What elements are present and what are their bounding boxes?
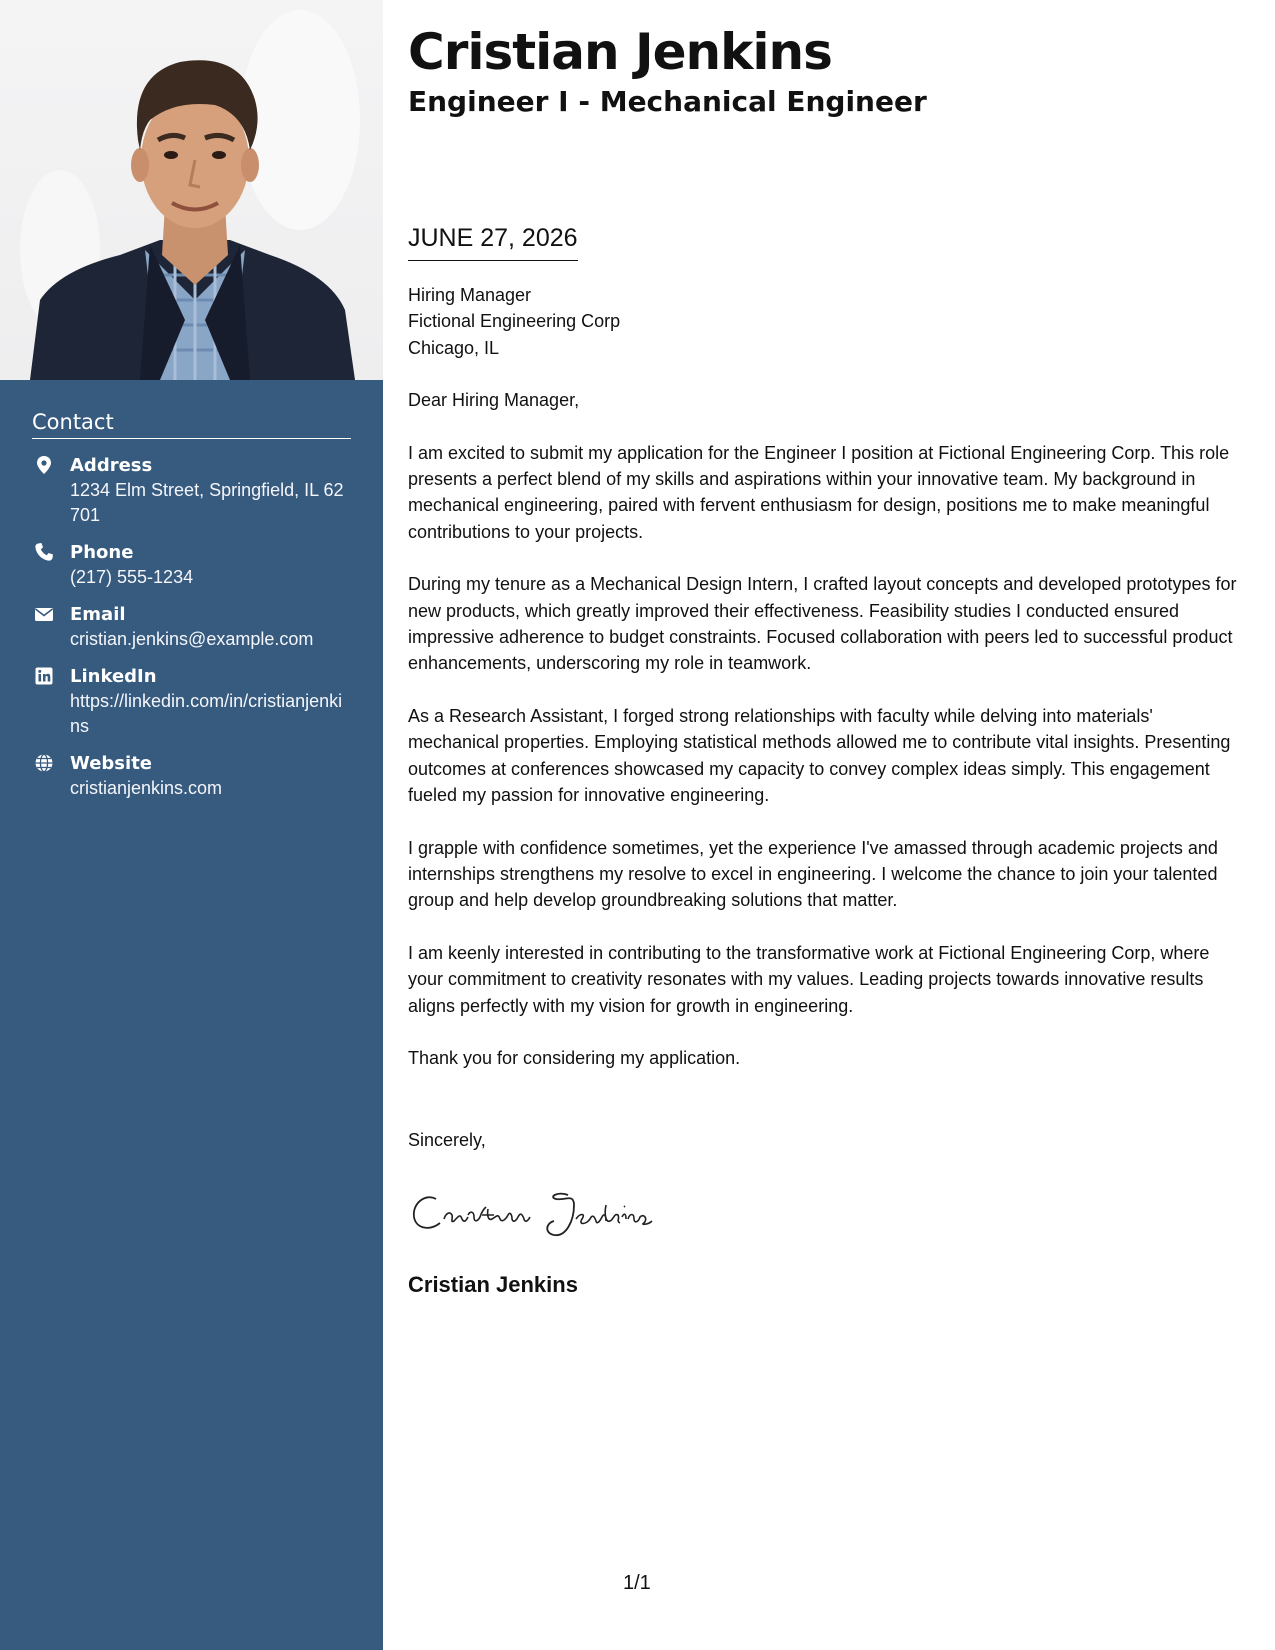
phone-value[interactable]: (217) 555-1234 xyxy=(70,567,194,587)
paragraph: I am keenly interested in contributing to the transformative work at Fictional Engineering Corp, where your commitment to creativity resonates with my values. Leading projects towards innovative results aligns perfectly with my vision for growth in engineering. xyxy=(408,942,1210,1016)
linkedin-icon xyxy=(34,666,54,686)
profile-photo xyxy=(0,0,383,380)
page-number: 1/1 xyxy=(623,1572,651,1594)
contact-heading: Contact xyxy=(32,410,351,439)
paragraph: As a Research Assistant, I forged strong relationships with faculty while delving into materials' mechanical properties. Employing statistical methods allowed me to contribute vital insights. Presenting outcomes at conferences showcased my capacity to convey complex ideas simply. This engagement fueled my passion for innovative engineering. xyxy=(408,705,1231,806)
globe-icon xyxy=(34,753,54,773)
contact-label: Email xyxy=(70,604,126,625)
recipient-block xyxy=(408,282,1248,361)
phone-icon xyxy=(34,542,54,562)
paragraph: I grapple with confidence sometimes, yet the experience I've amassed through academic projects and internships strengthens my resolve to excel in engineering. I welcome the chance to join your talented group and help develop groundbreaking solutions that matter. xyxy=(408,837,1218,911)
recipient-title: Hiring Manager xyxy=(408,285,532,305)
email-value[interactable]: cristian.jenkins@example.com xyxy=(70,629,314,649)
contact-label: Address xyxy=(70,455,153,476)
envelope-icon xyxy=(34,604,54,624)
contact-email xyxy=(32,602,351,652)
contact-label: Website xyxy=(70,753,153,774)
contact-address xyxy=(32,453,351,528)
paragraph: Thank you for considering my application. xyxy=(408,1047,741,1068)
handwritten-signature xyxy=(408,1185,678,1245)
paragraph: During my tenure as a Mechanical Design Intern, I crafted layout concepts and developed prototypes for new products, which greatly improved their effectiveness. Feasibility studies I conducted ensured impressive adherence to budget constraints. Focused collaboration with peers led to successful product enhancements, underscoring my role in teamwork. xyxy=(408,574,1237,674)
job-title: Engineer I - Mechanical Engineer xyxy=(408,85,927,118)
sidebar xyxy=(0,0,383,1650)
contact-label: LinkedIn xyxy=(70,666,157,687)
contact-linkedin xyxy=(32,664,351,739)
salutation: Dear Hiring Manager, xyxy=(408,390,580,411)
letter-date: JUNE 27, 2026 xyxy=(408,222,578,261)
closing: Sincerely, xyxy=(408,1130,486,1150)
linkedin-value[interactable]: https://linkedin.com/in/cristianjenkins xyxy=(70,691,343,736)
location-pin-icon xyxy=(34,455,54,475)
recipient-company: Fictional Engineering Corp xyxy=(408,311,621,332)
contact-website xyxy=(32,751,351,801)
contact-section xyxy=(32,410,351,801)
address-value: 1234 Elm Street, Springfield, IL 62701 xyxy=(70,480,344,525)
applicant-name: Cristian Jenkins xyxy=(408,23,832,81)
contact-phone xyxy=(32,540,351,590)
signed-name: Cristian Jenkins xyxy=(408,1272,578,1297)
recipient-location: Chicago, IL xyxy=(408,337,500,358)
website-value[interactable]: cristianjenkins.com xyxy=(70,778,223,798)
letter-body xyxy=(408,282,1248,1097)
contact-label: Phone xyxy=(70,542,134,563)
paragraph: I am excited to submit my application for the Engineer I position at Fictional Engineering Corp. This role presents a perfect blend of my skills and aspirations within your innovative team. My background in mechanical engineering, paired with fervent enthusiasm for design, positions me to make meaningful contributions to your projects. xyxy=(408,442,1230,542)
portrait-photo-icon xyxy=(0,0,383,380)
